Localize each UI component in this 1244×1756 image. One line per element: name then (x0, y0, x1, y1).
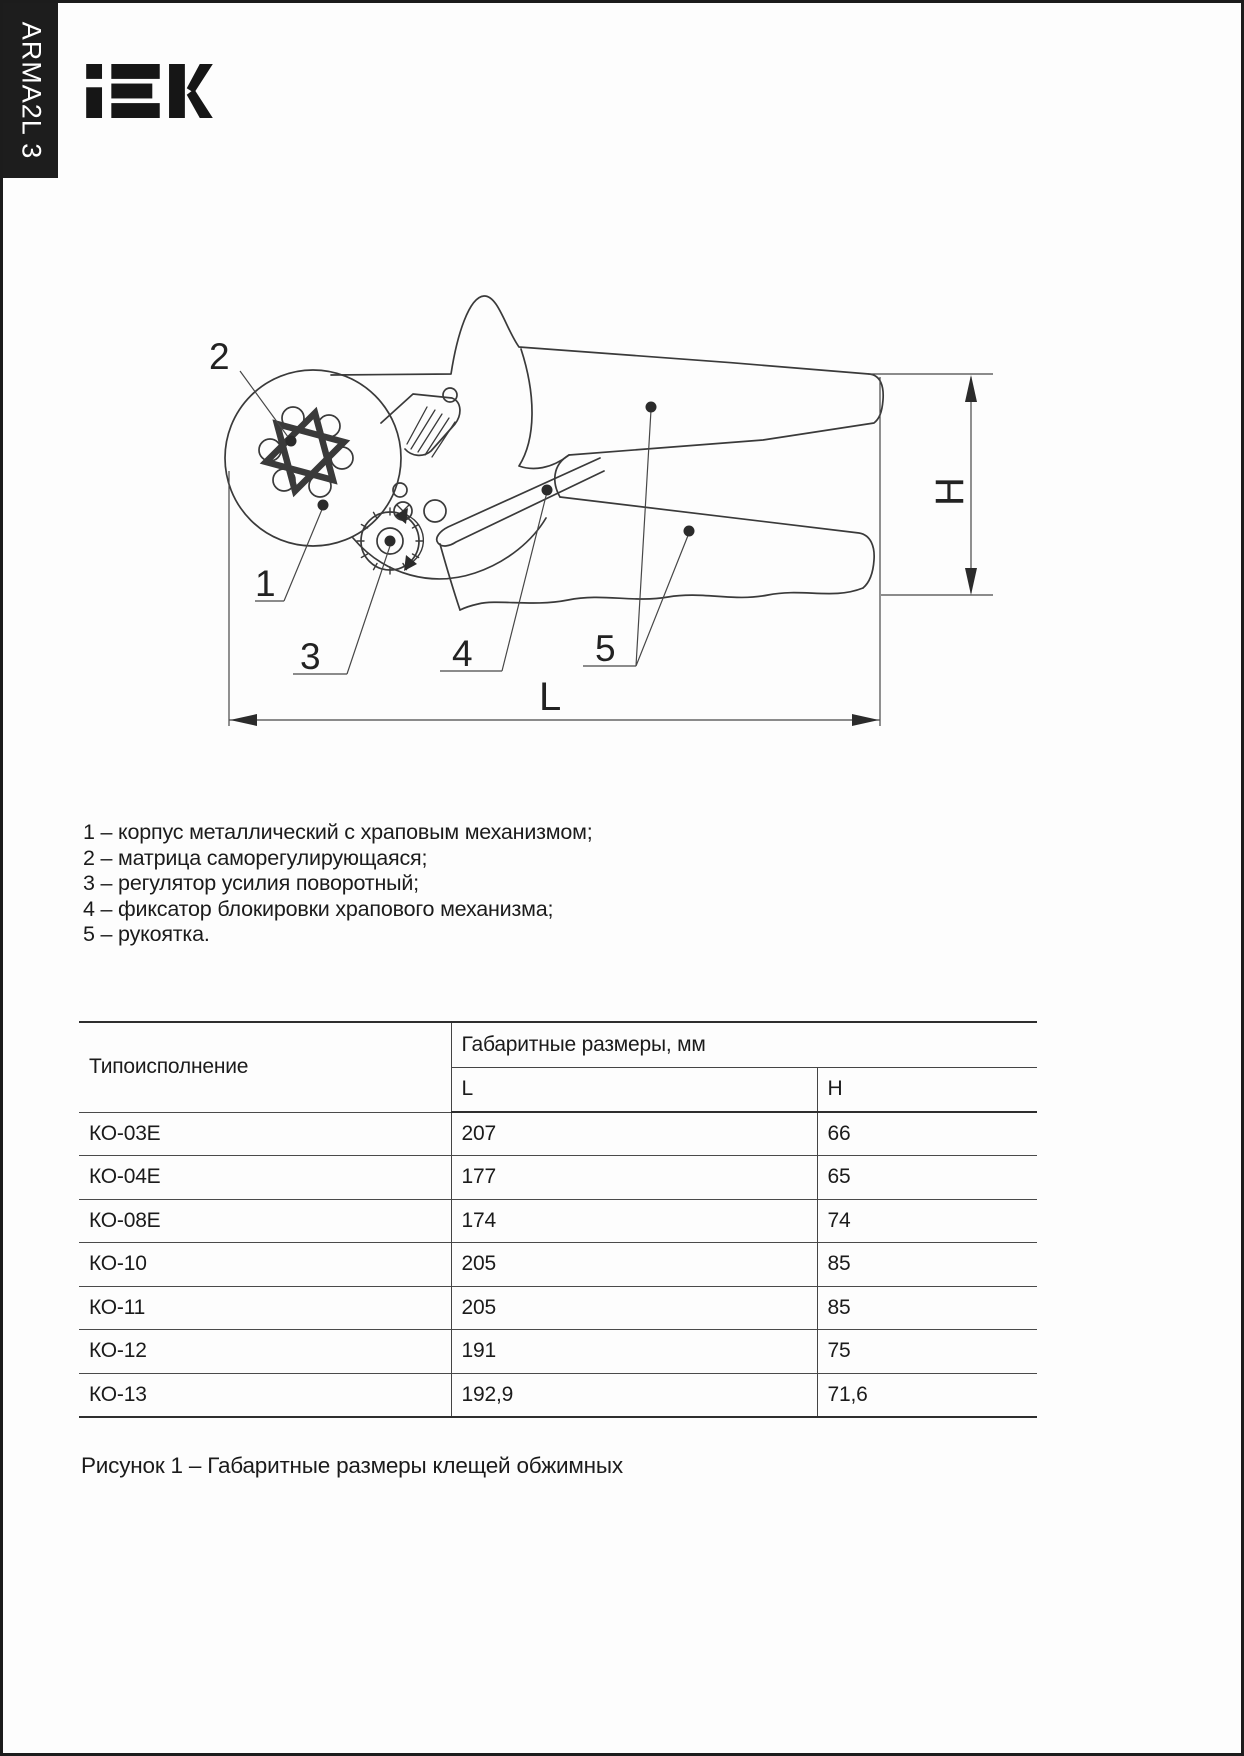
legend-item: 2 – матрица саморегулирующаяся; (83, 845, 428, 870)
bolt-circle (424, 500, 446, 522)
cell-type: КО-10 (79, 1243, 451, 1287)
cell-l: 174 (451, 1199, 817, 1243)
cell-type: КО-03Е (79, 1112, 451, 1156)
legend-item: 1 – корпус металлический с храповым механизмом; (83, 820, 593, 844)
callout-2: 2 (209, 336, 230, 377)
cell-type: КО-08Е (79, 1199, 451, 1243)
dimensions-table (79, 1021, 1037, 1418)
cell-type: КО-04Е (79, 1156, 451, 1200)
legend-item: 3 – регулятор усилия поворотный; (83, 871, 419, 896)
tool-head-body (225, 370, 401, 546)
cell-l: 191 (451, 1330, 817, 1374)
table-row (79, 1373, 1037, 1417)
callout-4: 4 (452, 633, 473, 674)
cell-h: 66 (817, 1112, 1037, 1156)
col-header-h: H (817, 1067, 1037, 1112)
cell-type: КО-11 (79, 1286, 451, 1330)
callout-3: 3 (300, 636, 321, 677)
cell-l: 205 (451, 1243, 817, 1287)
cell-l: 205 (451, 1286, 817, 1330)
cell-h: 74 (817, 1199, 1037, 1243)
cell-l: 207 (451, 1112, 817, 1156)
table-row (79, 1286, 1037, 1330)
cell-h: 85 (817, 1243, 1037, 1287)
cell-type: КО-13 (79, 1373, 451, 1417)
callout-1: 1 (255, 563, 276, 604)
col-header-l: L (451, 1067, 817, 1112)
dim-label-length: L (539, 675, 562, 719)
table-row (79, 1156, 1037, 1200)
table-row (79, 1199, 1037, 1243)
matrix-die-icon (266, 413, 344, 491)
callout-5: 5 (595, 628, 616, 669)
cell-h: 85 (817, 1286, 1037, 1330)
cell-l: 192,9 (451, 1373, 817, 1417)
dimension-lines (229, 374, 993, 726)
lever-hole (443, 388, 457, 402)
cell-h: 65 (817, 1156, 1037, 1200)
cell-h: 75 (817, 1330, 1037, 1374)
legend-item: 5 – рукоятка. (83, 922, 210, 947)
table-row (79, 1112, 1037, 1156)
dim-label-height: H (928, 477, 972, 506)
col-header-type: Типоисполнение (79, 1022, 451, 1112)
crimping-tool-drawing (3, 3, 1244, 783)
cell-type: КО-12 (79, 1330, 451, 1374)
cell-h: 71,6 (817, 1373, 1037, 1417)
cell-l: 177 (451, 1156, 817, 1200)
legend-item: 4 – фиксатор блокировки храпового механизма; (83, 896, 554, 921)
col-header-dims: Габаритные размеры, мм (451, 1022, 1037, 1067)
figure-legend (83, 820, 592, 948)
series-tab-label: ARMA2L 3 (16, 21, 46, 160)
table-row (79, 1330, 1037, 1374)
table-row (79, 1243, 1037, 1287)
figure-caption: Рисунок 1 – Габаритные размеры клещей обжимных (81, 1453, 623, 1478)
